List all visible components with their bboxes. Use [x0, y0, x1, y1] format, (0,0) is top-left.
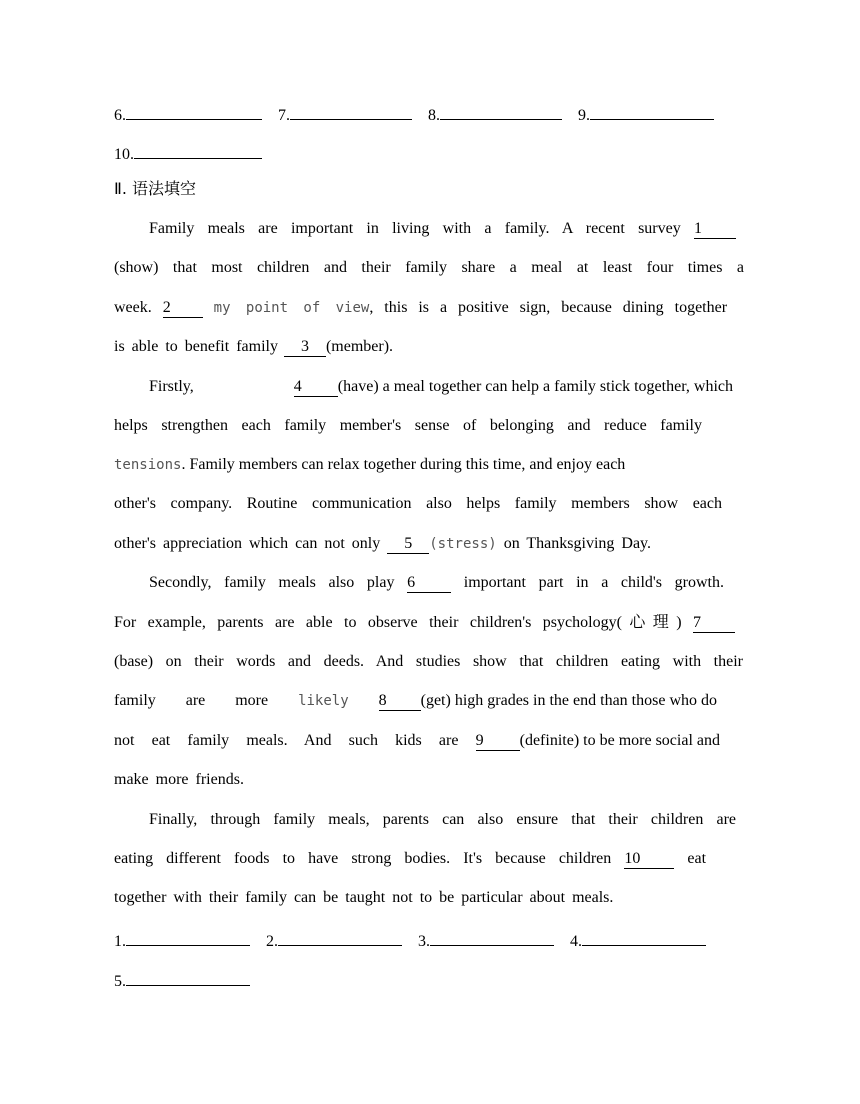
passage-line — [114, 691, 717, 711]
answer-label-1: 1. — [114, 933, 126, 950]
gap-1[interactable]: 1 — [694, 220, 736, 239]
answer-blank-2[interactable] — [278, 928, 402, 946]
passage-line — [114, 613, 735, 633]
gap-10[interactable]: 10 — [624, 850, 674, 869]
passage-line — [114, 337, 393, 357]
passage-line — [114, 455, 722, 475]
passage-text: is able to benefit family — [114, 338, 278, 355]
passage-text: eating different foods to have strong bodies. It's because children — [114, 850, 612, 867]
answer-label-5: 5. — [114, 973, 126, 990]
answer-blank-4[interactable] — [582, 928, 706, 946]
answer-label-2: 2. — [266, 933, 278, 950]
answer-row-top-2 — [114, 141, 262, 165]
gap-9[interactable]: 9 — [476, 732, 520, 751]
passage-line: together with their family can be taught not to be particular about meals. — [114, 889, 614, 906]
passage-line: (base) on their words and deeds. And studies show that children eating with their — [114, 653, 743, 670]
answer-blank-8[interactable] — [440, 102, 562, 120]
passage-text: eat — [687, 850, 707, 867]
passage-line — [114, 298, 727, 318]
gap-2[interactable]: 2 — [163, 299, 203, 318]
passage-line — [149, 573, 724, 593]
passage-line: (show) that most children and their family share a meal at least four times a — [114, 259, 744, 276]
answer-label-10: 10. — [114, 146, 134, 163]
passage-text: For example, parents are able to observe their children's psychology(心理) — [114, 614, 682, 631]
passage-text: , this is a positive sign, because dining together — [369, 299, 728, 316]
passage-text: other's appreciation which can not only — [114, 535, 381, 552]
answer-row-bottom — [114, 928, 706, 952]
passage-text: not eat family meals. And such kids are — [114, 732, 459, 749]
answer-label-9: 9. — [578, 107, 590, 124]
passage-text: on Thanksgiving Day. — [503, 535, 652, 552]
passage-text: family are more — [114, 692, 269, 709]
passage-line: other's company. Routine communication also helps family members show each — [114, 495, 722, 512]
answer-blank-3[interactable] — [430, 928, 554, 946]
passage-mono-text: likely — [298, 693, 349, 709]
passage-line: make more friends. — [114, 771, 244, 788]
answer-label-6: 6. — [114, 107, 126, 124]
answer-blank-7[interactable] — [290, 102, 412, 120]
answer-label-7: 7. — [278, 107, 290, 124]
answer-blank-9[interactable] — [590, 102, 714, 120]
answer-blank-6[interactable] — [126, 102, 262, 120]
passage-line — [149, 377, 733, 397]
passage-line: Finally, through family meals, parents can also ensure that their children are — [149, 811, 736, 828]
passage-text: (definite) to be more social and — [519, 732, 720, 749]
passage-line — [114, 731, 720, 751]
passage-mono-text: tensions — [114, 457, 182, 473]
passage-text: Family meals are important in living with a family. A recent survey — [149, 220, 681, 237]
passage-text: (have) a meal together can help a family stick together, which — [337, 378, 733, 395]
passage-line — [114, 534, 651, 554]
passage-mono-text: my point of view — [213, 300, 370, 316]
gap-7[interactable]: 7 — [693, 614, 735, 633]
passage-text: week. — [114, 299, 152, 316]
answer-row-top — [114, 102, 714, 126]
gap-3[interactable]: 3 — [284, 338, 326, 357]
gap-6[interactable]: 6 — [407, 574, 451, 593]
passage-text: Firstly, — [149, 378, 194, 395]
answer-blank-1[interactable] — [126, 928, 250, 946]
gap-8[interactable]: 8 — [379, 692, 421, 711]
passage-mono-text: (stress) — [429, 536, 497, 552]
answer-label-8: 8. — [428, 107, 440, 124]
gap-5[interactable]: 5 — [387, 535, 429, 554]
section-heading: Ⅱ. 语法填空 — [114, 179, 197, 198]
answer-label-4: 4. — [570, 933, 582, 950]
gap-4[interactable]: 4 — [294, 378, 338, 397]
passage-text: (get) high grades in the end than those who do — [420, 692, 717, 709]
passage-line: helps strengthen each family member's sense of belonging and reduce family — [114, 417, 702, 434]
passage-text: (member). — [325, 338, 394, 355]
passage-text: important part in a child's growth. — [463, 574, 725, 591]
passage-text: . Family members can relax together during this time, and enjoy each — [181, 456, 626, 473]
passage-line — [149, 219, 736, 239]
answer-blank-10[interactable] — [134, 141, 262, 159]
answer-row-bottom-2 — [114, 968, 250, 992]
answer-label-3: 3. — [418, 933, 430, 950]
passage-line — [114, 849, 706, 869]
passage-text: Secondly, family meals also play — [149, 574, 395, 591]
answer-blank-5[interactable] — [126, 968, 250, 986]
